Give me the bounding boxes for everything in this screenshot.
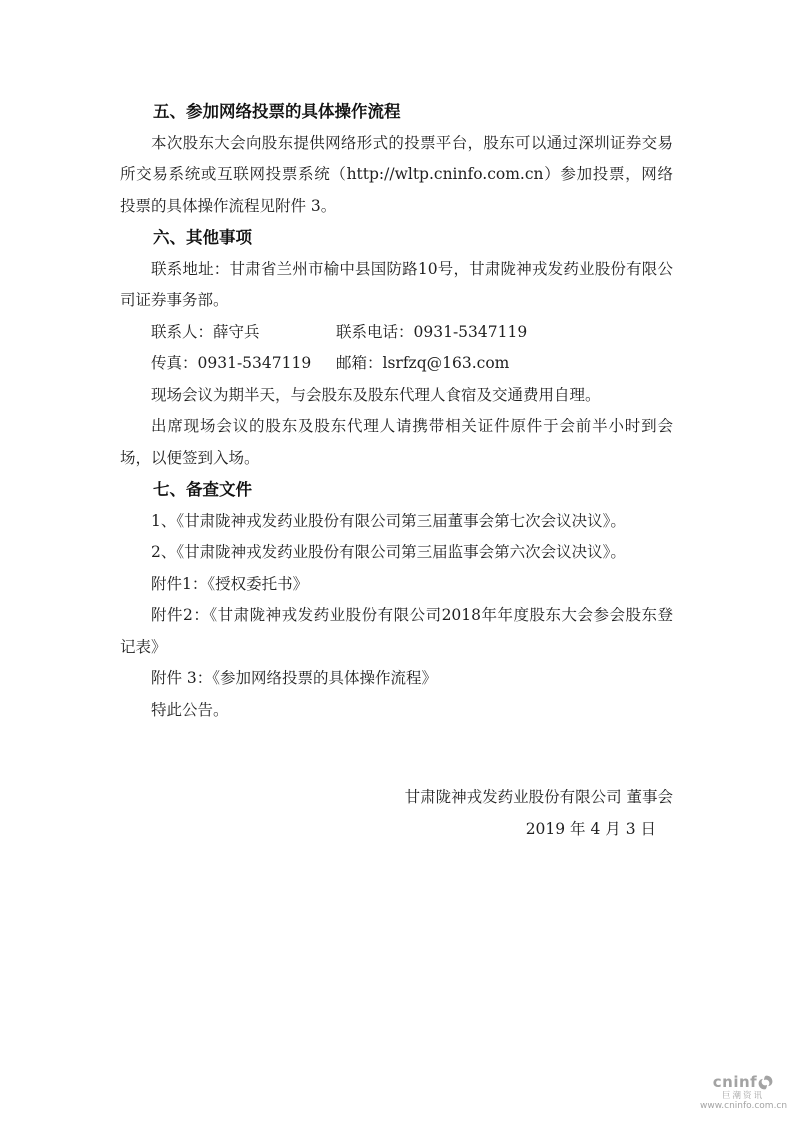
cninfo-logo	[700, 1072, 788, 1112]
document-body	[120, 96, 673, 845]
heading-section-5-network-voting: 五、参加网络投票的具体操作流程	[153, 102, 401, 121]
signature-company: 甘肃陇神戎发药业股份有限公司 董事会	[404, 788, 673, 806]
list-item-board-resolution: 1、《甘肃陇神戎发药业股份有限公司第三届董事会第七次会议决议》。	[151, 511, 626, 530]
contact-person: 联系人：薛守兵	[151, 322, 260, 341]
cninfo-swirl-icon	[758, 1075, 773, 1090]
heading-section-7-reference-documents: 七、备查文件	[153, 480, 252, 499]
cninfo-url: www.cninfo.com.cn	[700, 1101, 788, 1111]
contact-fax: 传真：0931-5347119	[151, 354, 312, 372]
attachment-1-proxy-form: 附件1：《授权委托书》	[151, 574, 309, 593]
contact-row-fax-email	[120, 348, 673, 380]
attachment-2-registration-form: 附件2：《甘肃陇神戎发药业股份有限公司2018年年度股东大会参会股东登记表》	[120, 606, 673, 656]
paragraph-contact-address: 联系地址：甘肃省兰州市榆中县国防路10号，甘肃陇神戎发药业股份有限公司证券事务部。	[120, 259, 673, 309]
list-item-supervisory-resolution: 2、《甘肃陇神戎发药业股份有限公司第三届监事会第六次会议决议》。	[151, 543, 626, 561]
paragraph-network-voting-platform: 本次股东大会向股东提供网络形式的投票平台，股东可以通过深圳证券交易所交易系统或互联网投票系统（http://wltp.cninfo.com.cn）参加投票，网络投票的具体操作流程见附件 3。	[120, 133, 673, 215]
signature-date: 2019 年 4 月 3 日	[525, 819, 656, 838]
paragraph-announcement-closing: 特此公告。	[151, 700, 229, 719]
blank-space	[120, 726, 673, 782]
paragraph-meeting-duration: 现场会议为期半天，与会股东及股东代理人食宿及交通费用自理。	[151, 385, 601, 404]
contact-row-person-phone	[120, 317, 673, 349]
signature-block	[120, 782, 673, 845]
paragraph-attendance-signin: 出席现场会议的股东及股东代理人请携带相关证件原件于会前半小时到会场，以便签到入场。	[120, 417, 673, 467]
contact-email: 邮箱：lsrfzq@163.com	[336, 354, 510, 372]
contact-phone: 联系电话：0931-5347119	[336, 322, 528, 341]
heading-section-6-other-matters: 六、其他事项	[153, 228, 252, 247]
cninfo-brand-chinese: 巨潮资讯	[721, 1090, 764, 1101]
attachment-3-voting-procedure: 附件 3：《参加网络投票的具体操作流程》	[151, 669, 438, 687]
cninfo-brand-text: cninf	[712, 1072, 758, 1091]
cninfo-brand-row	[700, 1072, 786, 1091]
